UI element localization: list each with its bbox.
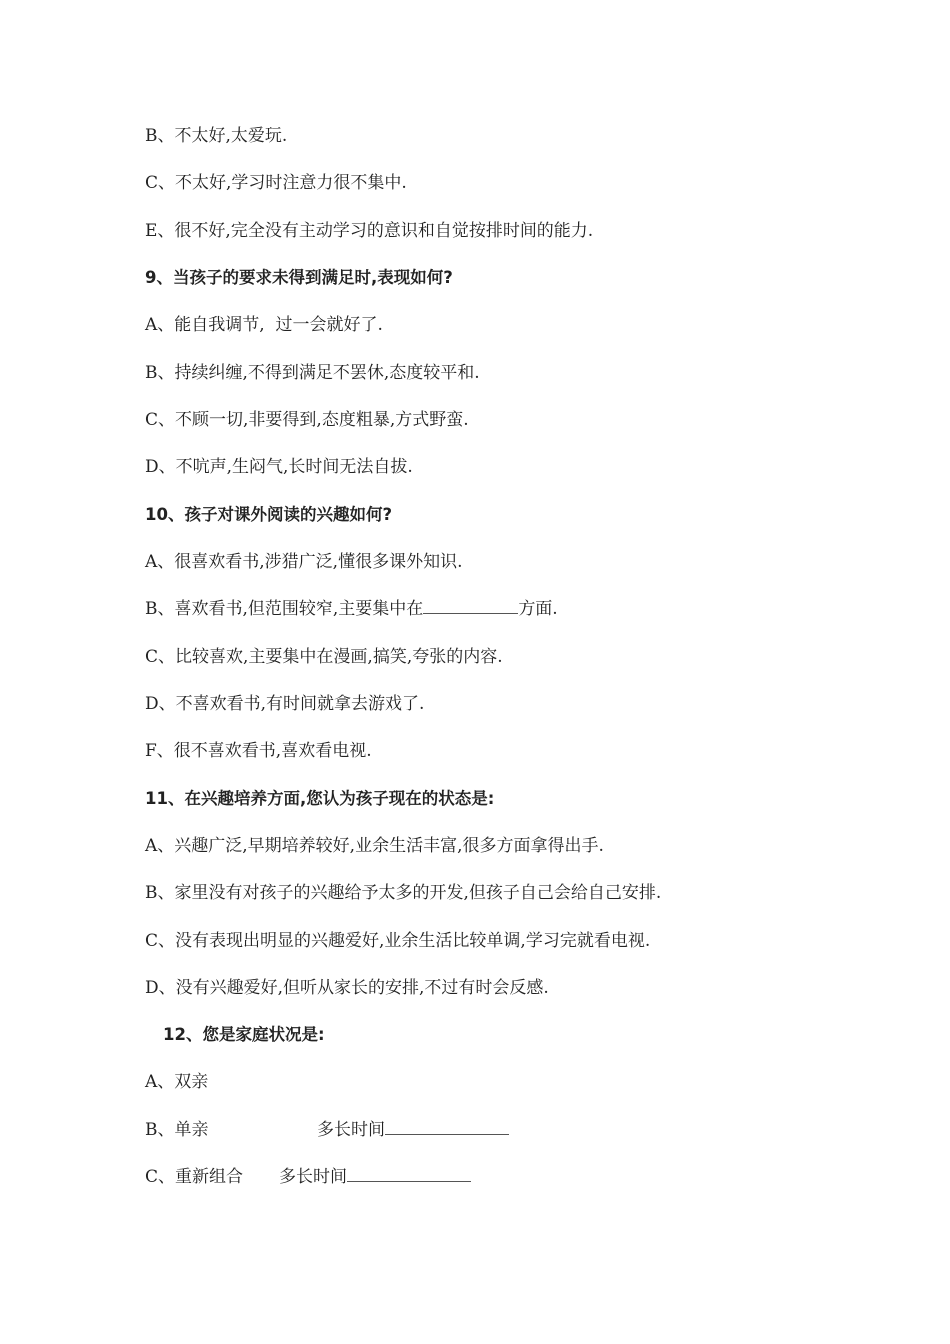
q12-option-b-duration-blank[interactable]: [385, 1118, 509, 1135]
q12-option-b: B、单亲: [145, 1120, 209, 1140]
q11-option-b: B、家里没有对孩子的兴趣给予太多的开发,但孩子自己会给自己安排.: [145, 883, 662, 903]
q10-option-a: A、很喜欢看书,涉猎广泛,懂很多课外知识.: [145, 552, 463, 572]
q11-title: 11、在兴趣培养方面,您认为孩子现在的状态是:: [145, 789, 495, 808]
q10-option-d: D、不喜欢看书,有时间就拿去游戏了.: [145, 694, 425, 714]
q9-option-a: A、能自我调节, 过一会就好了.: [145, 315, 383, 335]
q12-option-c-duration-label: 多长时间: [279, 1167, 347, 1187]
q9-option-d: D、不吭声,生闷气,长时间无法自拔.: [145, 457, 413, 477]
q10-fill-blank[interactable]: [423, 597, 518, 614]
q11-option-c: C、没有表现出明显的兴趣爱好,业余生活比较单调,学习完就看电视.: [145, 931, 651, 951]
q9-option-c: C、不顾一切,非要得到,态度粗暴,方式野蛮.: [145, 410, 469, 430]
q10-option-c: C、比较喜欢,主要集中在漫画,搞笑,夸张的内容.: [145, 647, 503, 667]
q10-option-b: [145, 597, 558, 621]
q12-option-c: C、重新组合: [145, 1167, 244, 1187]
q8-option-b: B、不太好,太爱玩.: [145, 126, 288, 146]
q12-option-c-duration-blank[interactable]: [347, 1165, 471, 1182]
q10-option-b-text: B、喜欢看书,但范围较窄,主要集中在: [145, 599, 424, 619]
q12-option-c-duration: [279, 1165, 471, 1189]
q12-option-b-duration-label: 多长时间: [317, 1120, 385, 1140]
q11-option-a: A、兴趣广泛,早期培养较好,业余生活丰富,很多方面拿得出手.: [145, 836, 604, 856]
q12-title: 12、您是家庭状况是:: [163, 1025, 325, 1044]
q9-title: 9、当孩子的要求未得到满足时,表现如何?: [145, 268, 453, 287]
q11-option-d: D、没有兴趣爱好,但听从家长的安排,不过有时会反感.: [145, 978, 549, 998]
q8-option-c: C、不太好,学习时注意力很不集中.: [145, 173, 407, 193]
q9-option-b: B、持续纠缠,不得到满足不罢休,态度较平和.: [145, 363, 480, 383]
q10-option-b-suffix: 方面.: [518, 599, 558, 619]
q12-option-a: A、双亲: [145, 1072, 209, 1092]
q10-title: 10、孩子对课外阅读的兴趣如何?: [145, 505, 393, 524]
q8-option-e: E、很不好,完全没有主动学习的意识和自觉按排时间的能力.: [145, 221, 594, 241]
q12-option-b-duration: [317, 1118, 509, 1142]
q10-option-f: F、很不喜欢看书,喜欢看电视.: [145, 741, 372, 761]
